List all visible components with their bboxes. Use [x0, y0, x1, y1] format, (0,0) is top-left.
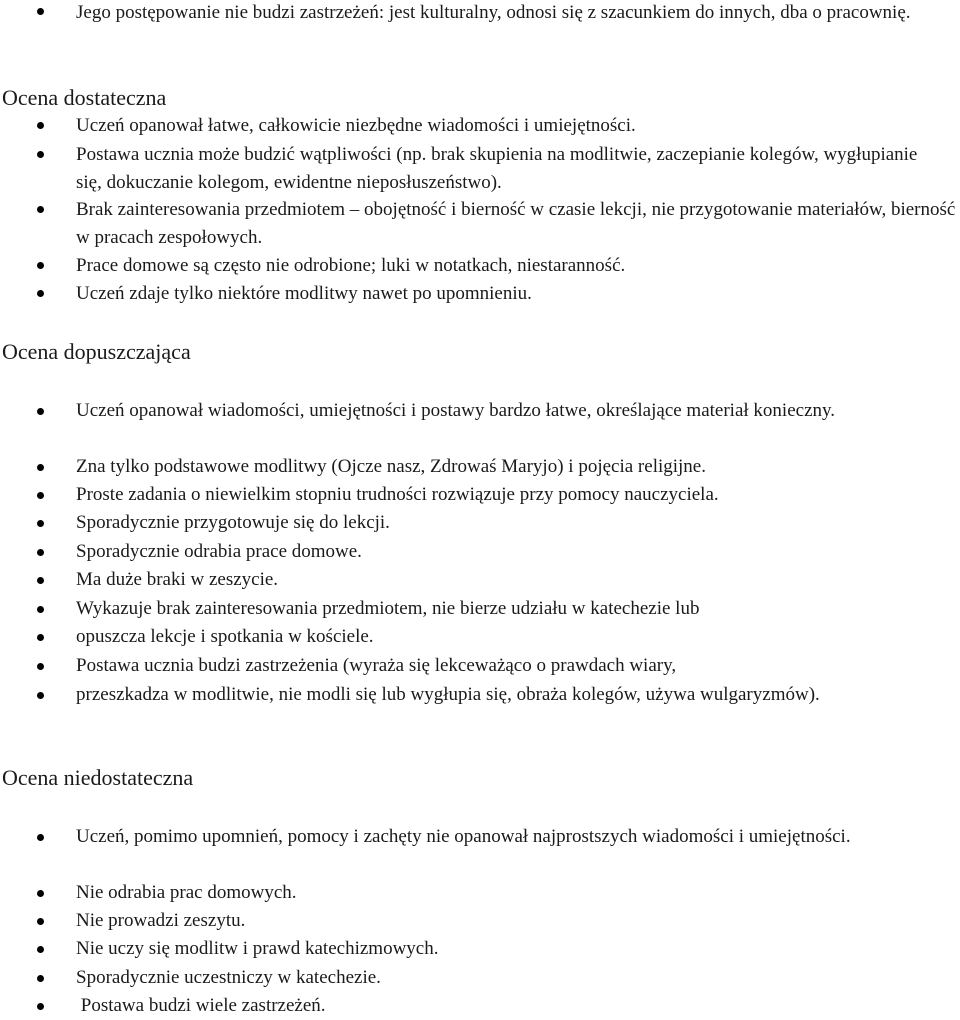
section-heading-dostateczna: Ocena dostateczna — [2, 85, 167, 110]
list-item: Nie odrabia prac domowych. — [76, 882, 297, 903]
section-heading-niedostateczna: Ocena niedostateczna — [2, 765, 194, 790]
list-item: Uczeń opanował łatwe, całkowicie niezbędne wiadomości i umiejętności. — [76, 115, 636, 136]
bullet — [37, 408, 44, 415]
list-item: Sporadycznie uczestniczy w katechezie. — [76, 967, 381, 988]
list-item: Brak zainteresowania przedmiotem – obojętność i bierność w czasie lekcji, nie przygotowanie materiałów, bierność w pracach zespołowych. — [76, 199, 956, 248]
list-item: Nie prowadzi zeszytu. — [76, 910, 246, 931]
list-item: Sporadycznie odrabia prace domowe. — [76, 541, 362, 562]
list-item: Uczeń opanował wiadomości, umiejętności i postawy bardzo łatwe, określające materiał konieczny. — [76, 400, 836, 421]
list-item: Postawa ucznia może budzić wątpliwości (np. brak skupienia na modlitwie, zaczepianie kolegów, wygłupianie się, dokuczanie kolegom, ewidentne nieposłuszeństwo). — [76, 144, 918, 193]
list-item: Sporadycznie przygotowuje się do lekcji. — [76, 512, 390, 533]
bullet — [37, 206, 44, 213]
bullet — [37, 890, 44, 897]
bullet — [37, 464, 44, 471]
bullet — [37, 492, 44, 499]
list-item: Uczeń zdaje tylko niektóre modlitwy nawet po upomnieniu. — [76, 283, 532, 304]
bullet — [37, 692, 44, 699]
list-item: Proste zadania o niewielkim stopniu trudności rozwiązuje przy pomocy nauczyciela. — [76, 484, 719, 505]
list-item: Wykazuje brak zainteresowania przedmiotem, nie bierze udziału w katechezie lub — [76, 598, 700, 619]
list-item: Uczeń, pomimo upomnień, pomocy i zachęty nie opanował najprostszych wiadomości i umiejętności. — [76, 826, 851, 847]
section-heading-dopuszczajaca: Ocena dopuszczająca — [2, 339, 191, 364]
list-item: Postawa budzi wiele zastrzeżeń. — [76, 995, 326, 1016]
bullet — [37, 606, 44, 613]
list-item: przeszkadza w modlitwie, nie modli się lub wygłupia się, obraża kolegów, używa wulgaryzmów). — [76, 684, 820, 705]
list-item: Ma duże braki w zeszycie. — [76, 569, 279, 590]
list-item: Nie uczy się modlitw i prawd katechizmowych. — [76, 938, 439, 959]
bullet — [37, 577, 44, 584]
bullet — [37, 520, 44, 527]
list-item: Prace domowe są często nie odrobione; luki w notatkach, niestaranność. — [76, 255, 626, 276]
bullet — [37, 663, 44, 670]
bullet — [37, 1003, 44, 1010]
bullet — [37, 8, 44, 15]
bullet — [37, 262, 44, 269]
bullet — [37, 634, 44, 641]
list-item: Zna tylko podstawowe modlitwy (Ojcze nasz, Zdrowaś Maryjo) i pojęcia religijne. — [76, 456, 706, 477]
bullet — [37, 290, 44, 297]
bullet — [37, 946, 44, 953]
bullet — [37, 122, 44, 129]
list-item: opuszcza lekcje i spotkania w kościele. — [76, 626, 374, 647]
bullet — [37, 975, 44, 982]
bullet — [37, 918, 44, 925]
bullet — [37, 549, 44, 556]
list-item: Jego postępowanie nie budzi zastrzeżeń: jest kulturalny, odnosi się z szacunkiem do innych, dba o pracownię. — [76, 2, 911, 23]
bullet — [37, 834, 44, 841]
bullet — [37, 151, 44, 158]
list-item: Postawa ucznia budzi zastrzeżenia (wyraża się lekceważąco o prawdach wiary, — [76, 655, 677, 676]
